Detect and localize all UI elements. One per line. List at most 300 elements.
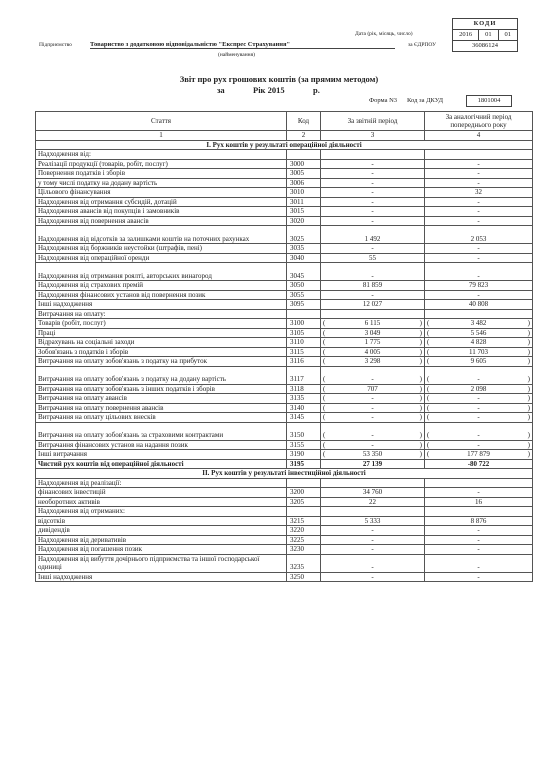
col-current: За звітній період: [321, 112, 425, 131]
table-row: [36, 159, 533, 169]
current-value: [321, 450, 425, 460]
current-value: -: [321, 159, 425, 169]
open-paren: (: [323, 413, 326, 421]
previous-value: [425, 440, 533, 450]
current-value: [321, 347, 425, 357]
previous-value: [425, 507, 533, 517]
previous-value: -: [425, 244, 533, 254]
row-label: у тому числі податку на додану вартість: [36, 178, 287, 188]
close-paren: ): [419, 375, 422, 383]
value-text: -: [371, 403, 374, 412]
row-code: 3250: [287, 572, 321, 582]
previous-value: -: [425, 159, 533, 169]
row-label: Витрачання фінансових установ на надання позик: [36, 440, 287, 450]
previous-value: -: [425, 263, 533, 281]
current-value: [321, 403, 425, 413]
table-row: [36, 188, 533, 198]
current-value: [321, 394, 425, 404]
row-code: [287, 150, 321, 160]
open-paren: (: [427, 319, 430, 327]
row-label: Надходження від:: [36, 150, 287, 160]
current-value: -: [321, 188, 425, 198]
open-paren: (: [323, 319, 326, 327]
value-text: 3 049: [364, 328, 381, 337]
previous-value: [425, 328, 533, 338]
current-value: -: [321, 244, 425, 254]
value-text: 4 828: [470, 338, 487, 346]
row-code: 3110: [287, 338, 321, 348]
table-row: [36, 488, 533, 498]
date-year: 2016: [452, 30, 479, 41]
current-value: -: [321, 216, 425, 226]
section-row: [36, 140, 533, 150]
row-code: 3006: [287, 178, 321, 188]
row-code: 3015: [287, 207, 321, 217]
row-code: 3200: [287, 488, 321, 498]
close-paren: ): [527, 328, 530, 337]
current-value: [321, 328, 425, 338]
previous-value: [425, 347, 533, 357]
value-text: -: [371, 375, 374, 383]
table-row: [36, 207, 533, 217]
open-paren: (: [427, 450, 430, 458]
edrpou-label: за ЄДРПОУ: [408, 42, 436, 48]
close-paren: ): [527, 347, 530, 356]
row-code: 3135: [287, 394, 321, 404]
row-label: Інші надходження: [36, 300, 287, 310]
table-row: [36, 554, 533, 572]
current-value: -: [321, 178, 425, 188]
row-label: Цільового фінансування: [36, 188, 287, 198]
row-label: Чистий рух коштів від операційної діяльності: [36, 459, 287, 469]
current-value: [321, 440, 425, 450]
current-value: 55: [321, 253, 425, 263]
open-paren: (: [323, 347, 326, 356]
value-text: 3 482: [470, 319, 487, 327]
row-label: Реалізації продукції (товарів, робіт, послуг): [36, 159, 287, 169]
open-paren: (: [427, 413, 430, 421]
value-text: -: [477, 431, 480, 439]
previous-value: [425, 478, 533, 488]
previous-value: -: [425, 488, 533, 498]
value-text: -: [477, 403, 480, 412]
open-paren: (: [323, 403, 326, 412]
table-row: [36, 422, 533, 440]
row-label: Витрачання на оплату зобов'язань з інших податків і зборів: [36, 384, 287, 394]
row-code: 3095: [287, 300, 321, 310]
previous-value: [425, 403, 533, 413]
row-label: відсотків: [36, 516, 287, 526]
value-text: 6 115: [364, 319, 381, 327]
row-code: 3100: [287, 319, 321, 329]
value-text: 4 005: [364, 347, 381, 356]
row-label: Надходження від отримання субсидій, дотацій: [36, 197, 287, 207]
row-label: Витрачання на оплату зобов'язань з податку на додану вартість: [36, 366, 287, 384]
value-text: 5 546: [470, 328, 487, 337]
section-row: [36, 469, 533, 479]
previous-value: [425, 422, 533, 440]
close-paren: ): [527, 338, 530, 346]
close-paren: ): [419, 347, 422, 356]
current-value: [321, 338, 425, 348]
report-title: Звіт про рух грошових коштів (за прямим методом): [179, 74, 379, 84]
codes-block: [452, 18, 518, 52]
previous-value: -: [425, 554, 533, 572]
current-value: -: [321, 263, 425, 281]
table-row: [36, 450, 533, 460]
previous-value: [425, 384, 533, 394]
current-value: [321, 384, 425, 394]
table-row: [36, 459, 533, 469]
current-value: 81 859: [321, 281, 425, 291]
previous-value: -: [425, 572, 533, 582]
row-code: 3010: [287, 188, 321, 198]
col-number-4: 4: [425, 131, 533, 141]
table-row: [36, 394, 533, 404]
value-text: 11 703: [469, 347, 488, 356]
row-label: фінансових інвестицій: [36, 488, 287, 498]
row-label: Витрачання на оплату:: [36, 309, 287, 319]
date-day: 01: [499, 30, 518, 41]
close-paren: ): [419, 431, 422, 439]
row-code: 3205: [287, 497, 321, 507]
previous-value: [425, 357, 533, 367]
open-paren: (: [323, 357, 326, 365]
date-month: 01: [479, 30, 498, 41]
current-value: 1 492: [321, 226, 425, 244]
row-label: необоротних активів: [36, 497, 287, 507]
close-paren: ): [419, 450, 422, 458]
open-paren: (: [323, 431, 326, 439]
current-value: [321, 507, 425, 517]
close-paren: ): [419, 357, 422, 365]
current-value: [321, 413, 425, 423]
row-label: Надходження від погашення позик: [36, 545, 287, 555]
row-label: Товарів (робіт, послуг): [36, 319, 287, 329]
row-code: 3225: [287, 535, 321, 545]
close-paren: ): [419, 338, 422, 346]
open-paren: (: [323, 328, 326, 337]
row-code: 3025: [287, 226, 321, 244]
close-paren: ): [527, 375, 530, 383]
value-text: 2 098: [470, 384, 487, 393]
codes-caption: КОДИ: [452, 18, 518, 30]
table-row: [36, 478, 533, 488]
close-paren: ): [527, 440, 530, 449]
current-value: 34 760: [321, 488, 425, 498]
table-row: [36, 150, 533, 160]
close-paren: ): [527, 413, 530, 421]
current-value: 27 139: [321, 459, 425, 469]
row-label: Надходження фінансових установ від повернення позик: [36, 290, 287, 300]
current-value: -: [321, 169, 425, 179]
period-value: Рік 2015: [253, 85, 285, 95]
open-paren: (: [427, 375, 430, 383]
row-label: Повернення податків і зборів: [36, 169, 287, 179]
current-value: [321, 422, 425, 440]
current-value: -: [321, 572, 425, 582]
current-value: 5 333: [321, 516, 425, 526]
period-suffix: р.: [313, 85, 320, 95]
col-number-3: 3: [321, 131, 425, 141]
table-row: [36, 572, 533, 582]
previous-value: [425, 150, 533, 160]
row-label: Витрачання на оплату авансів: [36, 394, 287, 404]
table-row: [36, 309, 533, 319]
date-label: Дата (рік, місяць, число): [355, 31, 413, 37]
row-code: 3235: [287, 554, 321, 572]
previous-value: [425, 394, 533, 404]
table-row: [36, 244, 533, 254]
table-row: [36, 516, 533, 526]
row-label: Праці: [36, 328, 287, 338]
previous-value: 40 808: [425, 300, 533, 310]
row-label: Витрачання на оплату зобов'язань за страховими контрактами: [36, 422, 287, 440]
row-label: Надходження від вибуття дочірнього підприємства та іншої господарської одиниці: [36, 554, 287, 572]
value-text: -: [477, 375, 480, 383]
table-row: [36, 216, 533, 226]
row-code: 3045: [287, 263, 321, 281]
current-value: 12 027: [321, 300, 425, 310]
row-label: Витрачання на оплату повернення авансів: [36, 403, 287, 413]
column-number-row: [36, 131, 533, 141]
previous-value: [425, 338, 533, 348]
row-label: Надходження від отриманих:: [36, 507, 287, 517]
row-code: 3011: [287, 197, 321, 207]
previous-value: [425, 413, 533, 423]
current-value: [321, 357, 425, 367]
row-label: Надходження від операційної оренди: [36, 253, 287, 263]
close-paren: ): [527, 357, 530, 365]
col-number-1: 1: [36, 131, 287, 141]
row-code: 3116: [287, 357, 321, 367]
previous-value: -: [425, 290, 533, 300]
row-label: Надходження від отримання роялті, авторських винагород: [36, 263, 287, 281]
row-code: 3150: [287, 422, 321, 440]
table-row: [36, 357, 533, 367]
current-value: -: [321, 197, 425, 207]
row-code: 3215: [287, 516, 321, 526]
row-code: 3055: [287, 290, 321, 300]
row-label: дивідендів: [36, 526, 287, 536]
table-row: [36, 545, 533, 555]
row-label: Надходження від повернення авансів: [36, 216, 287, 226]
open-paren: (: [323, 394, 326, 402]
current-value: -: [321, 535, 425, 545]
current-value: -: [321, 554, 425, 572]
previous-value: 32: [425, 188, 533, 198]
open-paren: (: [427, 347, 430, 356]
value-text: 177 879: [467, 450, 490, 458]
table-body: [36, 140, 533, 582]
close-paren: ): [419, 319, 422, 327]
form-label: Форма N3: [369, 97, 398, 104]
row-code: 3117: [287, 366, 321, 384]
row-label: Витрачання на оплату цільових внесків: [36, 413, 287, 423]
table-row: [36, 526, 533, 536]
previous-value: -: [425, 216, 533, 226]
previous-value: [425, 309, 533, 319]
previous-value: 79 823: [425, 281, 533, 291]
table-header-row: [36, 112, 533, 131]
previous-value: -: [425, 253, 533, 263]
table-row: [36, 384, 533, 394]
row-code: 3040: [287, 253, 321, 263]
previous-value: 8 876: [425, 516, 533, 526]
row-label: Витрачання на оплату зобов'язань з податку на прибуток: [36, 357, 287, 367]
enterprise-name: Товариство з додатковою відповідальністю "Експрес Страхування": [90, 41, 395, 49]
table-row: [36, 253, 533, 263]
row-code: 3118: [287, 384, 321, 394]
row-label: Надходження від боржників неустойки (штрафів, пені): [36, 244, 287, 254]
table-row: [36, 300, 533, 310]
row-code: 3105: [287, 328, 321, 338]
row-code: 3005: [287, 169, 321, 179]
current-value: [321, 319, 425, 329]
value-text: -: [371, 440, 374, 449]
close-paren: ): [527, 450, 530, 458]
open-paren: (: [323, 384, 326, 393]
row-code: 3195: [287, 459, 321, 469]
current-value: [321, 478, 425, 488]
previous-value: 2 053: [425, 226, 533, 244]
table-row: [36, 178, 533, 188]
table-row: [36, 440, 533, 450]
row-label: Інші надходження: [36, 572, 287, 582]
current-value: [321, 150, 425, 160]
previous-value: [425, 366, 533, 384]
row-code: [287, 309, 321, 319]
table-row: [36, 319, 533, 329]
row-label: Надходження від реалізації:: [36, 478, 287, 488]
open-paren: (: [427, 328, 430, 337]
row-code: 3220: [287, 526, 321, 536]
row-label: Зобов'язань з податків і зборів: [36, 347, 287, 357]
value-text: -: [371, 394, 374, 402]
row-label: Інші витрачання: [36, 450, 287, 460]
table-row: [36, 403, 533, 413]
table-row: [36, 535, 533, 545]
table-row: [36, 281, 533, 291]
value-text: 1 775: [364, 338, 381, 346]
current-value: -: [321, 526, 425, 536]
enterprise-label: Підприємство: [39, 42, 72, 48]
table-row: [36, 366, 533, 384]
section-title: II. Рух коштів у результаті інвестиційної діяльності: [36, 469, 533, 479]
close-paren: ): [527, 403, 530, 412]
close-paren: ): [419, 394, 422, 402]
row-code: 3190: [287, 450, 321, 460]
previous-value: 16: [425, 497, 533, 507]
open-paren: (: [427, 384, 430, 393]
period-prefix: за: [217, 85, 225, 95]
open-paren: (: [323, 450, 326, 458]
row-label: Відрахувань на соціальні заходи: [36, 338, 287, 348]
table-row: [36, 338, 533, 348]
row-code: 3115: [287, 347, 321, 357]
open-paren: (: [427, 338, 430, 346]
row-code: 3000: [287, 159, 321, 169]
close-paren: ): [527, 431, 530, 439]
dkud-value: 1801004: [466, 95, 512, 107]
row-code: 3050: [287, 281, 321, 291]
value-text: 3 298: [364, 357, 381, 365]
row-code: 3145: [287, 413, 321, 423]
table-row: [36, 226, 533, 244]
value-text: -: [371, 413, 374, 421]
close-paren: ): [419, 328, 422, 337]
value-text: 707: [367, 384, 378, 393]
open-paren: (: [323, 338, 326, 346]
col-article: Стаття: [36, 112, 287, 131]
previous-value: -80 722: [425, 459, 533, 469]
close-paren: ): [419, 440, 422, 449]
close-paren: ): [419, 403, 422, 412]
row-code: 3020: [287, 216, 321, 226]
close-paren: ): [419, 384, 422, 393]
open-paren: (: [323, 440, 326, 449]
table-row: [36, 328, 533, 338]
current-value: 22: [321, 497, 425, 507]
table-row: [36, 263, 533, 281]
row-code: [287, 507, 321, 517]
row-label: Надходження авансів від покупців і замовників: [36, 207, 287, 217]
value-text: 9 605: [470, 357, 487, 365]
edrpou-value: 36086124: [452, 41, 518, 52]
previous-value: -: [425, 535, 533, 545]
value-text: 53 350: [362, 450, 383, 458]
row-code: 3155: [287, 440, 321, 450]
col-number-2: 2: [287, 131, 321, 141]
close-paren: ): [527, 319, 530, 327]
table-row: [36, 497, 533, 507]
value-text: -: [371, 431, 374, 439]
previous-value: [425, 319, 533, 329]
current-value: [321, 309, 425, 319]
row-label: Надходження від відсотків за залишками коштів на поточних рахунках: [36, 226, 287, 244]
open-paren: (: [427, 440, 430, 449]
previous-value: -: [425, 178, 533, 188]
previous-value: -: [425, 545, 533, 555]
dkud-label: Код за ДКУД: [407, 97, 444, 104]
table-row: [36, 290, 533, 300]
table-row: [36, 413, 533, 423]
col-previous: За аналогічний період попереднього року: [425, 112, 533, 131]
value-text: -: [477, 440, 480, 449]
current-value: -: [321, 545, 425, 555]
table-row: [36, 169, 533, 179]
previous-value: -: [425, 169, 533, 179]
value-text: -: [477, 413, 480, 421]
previous-value: [425, 450, 533, 460]
row-code: [287, 478, 321, 488]
current-value: [321, 366, 425, 384]
close-paren: ): [419, 413, 422, 421]
col-code: Код: [287, 112, 321, 131]
close-paren: ): [527, 394, 530, 402]
section-title: I. Рух коштів у результаті операційної діяльності: [36, 140, 533, 150]
row-code: 3140: [287, 403, 321, 413]
current-value: -: [321, 290, 425, 300]
open-paren: (: [427, 431, 430, 439]
open-paren: (: [323, 375, 326, 383]
table-row: [36, 347, 533, 357]
close-paren: ): [527, 384, 530, 393]
table-row: [36, 197, 533, 207]
previous-value: -: [425, 526, 533, 536]
row-code: 3230: [287, 545, 321, 555]
row-label: Надходження від страхових премій: [36, 281, 287, 291]
